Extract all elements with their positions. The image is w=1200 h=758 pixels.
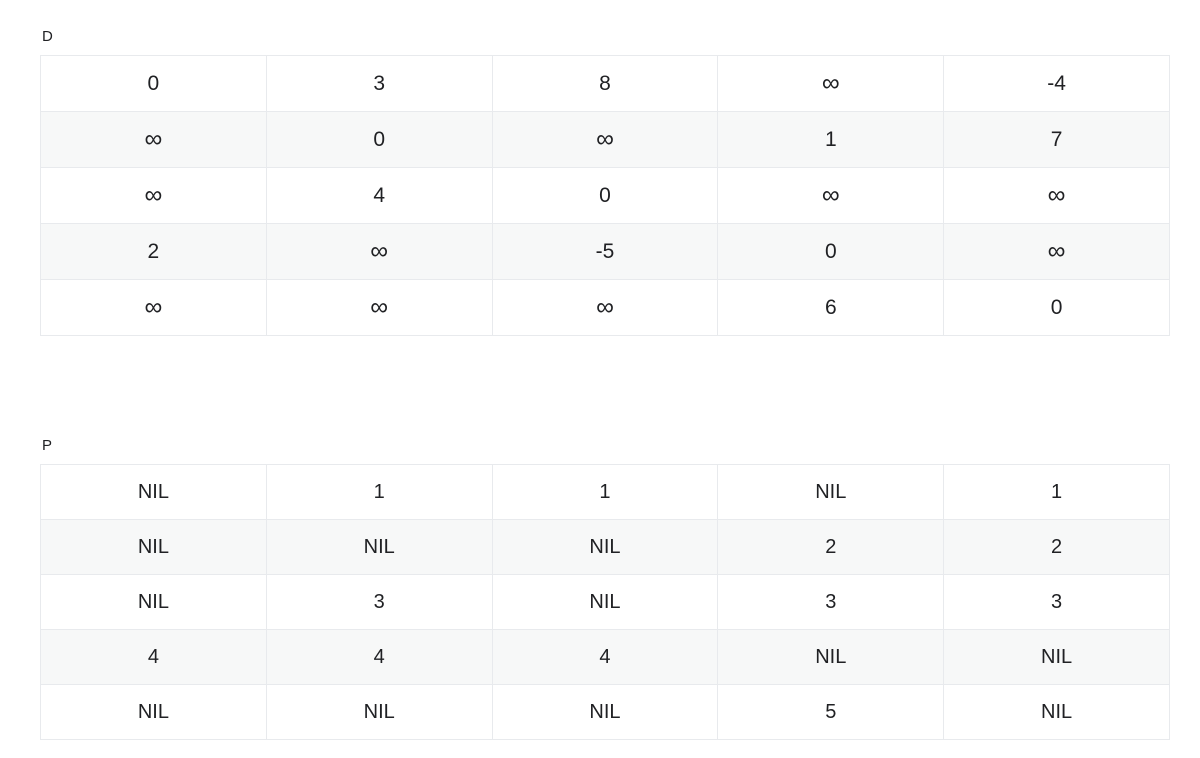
matrix-cell: NIL bbox=[944, 685, 1170, 740]
matrix-cell: ∞ bbox=[41, 280, 267, 336]
matrix-cell: NIL bbox=[41, 685, 267, 740]
matrix-cell: 4 bbox=[266, 630, 492, 685]
matrix-cell: ∞ bbox=[492, 112, 718, 168]
matrix-cell: 0 bbox=[944, 280, 1170, 336]
matrix-cell: ∞ bbox=[718, 168, 944, 224]
matrix-cell: 3 bbox=[944, 575, 1170, 630]
matrix-cell: 3 bbox=[266, 575, 492, 630]
matrix-cell: ∞ bbox=[492, 280, 718, 336]
matrix-cell: 0 bbox=[41, 56, 267, 112]
matrix-cell: 2 bbox=[718, 520, 944, 575]
table-row bbox=[41, 280, 1170, 336]
matrix-label-p: P bbox=[42, 437, 53, 454]
table-row bbox=[41, 465, 1170, 520]
matrix-cell: NIL bbox=[41, 575, 267, 630]
table-row bbox=[41, 224, 1170, 280]
matrix-cell: 6 bbox=[718, 280, 944, 336]
matrix-cell: 0 bbox=[492, 168, 718, 224]
matrix-label-d: D bbox=[42, 28, 53, 45]
matrix-cell: ∞ bbox=[718, 56, 944, 112]
matrix-cell: ∞ bbox=[944, 224, 1170, 280]
matrix-cell: 2 bbox=[944, 520, 1170, 575]
matrix-cell: 3 bbox=[266, 56, 492, 112]
table-row bbox=[41, 168, 1170, 224]
distance-matrix-table bbox=[40, 55, 1170, 336]
matrix-cell: -5 bbox=[492, 224, 718, 280]
matrix-cell: NIL bbox=[492, 575, 718, 630]
matrix-block-p bbox=[40, 437, 1170, 740]
matrix-cell: -4 bbox=[944, 56, 1170, 112]
table-row bbox=[41, 575, 1170, 630]
table-row bbox=[41, 56, 1170, 112]
matrix-cell: ∞ bbox=[944, 168, 1170, 224]
matrix-cell: 4 bbox=[492, 630, 718, 685]
matrix-cell: NIL bbox=[266, 520, 492, 575]
matrix-cell: 1 bbox=[718, 112, 944, 168]
matrix-cell: NIL bbox=[492, 520, 718, 575]
matrix-cell: 3 bbox=[718, 575, 944, 630]
matrix-cell: 4 bbox=[266, 168, 492, 224]
matrix-cell: 5 bbox=[718, 685, 944, 740]
matrix-cell: ∞ bbox=[266, 224, 492, 280]
matrix-cell: 0 bbox=[718, 224, 944, 280]
matrix-cell: 1 bbox=[266, 465, 492, 520]
matrix-cell: 7 bbox=[944, 112, 1170, 168]
table-row bbox=[41, 112, 1170, 168]
matrix-cell: 8 bbox=[492, 56, 718, 112]
matrix-cell: NIL bbox=[944, 630, 1170, 685]
matrix-cell: ∞ bbox=[266, 280, 492, 336]
matrix-cell: 0 bbox=[266, 112, 492, 168]
table-row bbox=[41, 630, 1170, 685]
matrix-cell: 1 bbox=[492, 465, 718, 520]
matrix-cell: 4 bbox=[41, 630, 267, 685]
table-row bbox=[41, 520, 1170, 575]
matrix-cell: ∞ bbox=[41, 168, 267, 224]
matrix-cell: NIL bbox=[718, 630, 944, 685]
matrix-cell: NIL bbox=[492, 685, 718, 740]
table-row bbox=[41, 685, 1170, 740]
matrix-cell: ∞ bbox=[41, 112, 267, 168]
matrix-cell: NIL bbox=[41, 520, 267, 575]
matrix-cell: NIL bbox=[41, 465, 267, 520]
matrix-cell: NIL bbox=[718, 465, 944, 520]
predecessor-matrix-table bbox=[40, 464, 1170, 740]
matrix-cell: 1 bbox=[944, 465, 1170, 520]
matrix-cell: NIL bbox=[266, 685, 492, 740]
matrix-block-d bbox=[40, 28, 1170, 336]
matrix-cell: 2 bbox=[41, 224, 267, 280]
